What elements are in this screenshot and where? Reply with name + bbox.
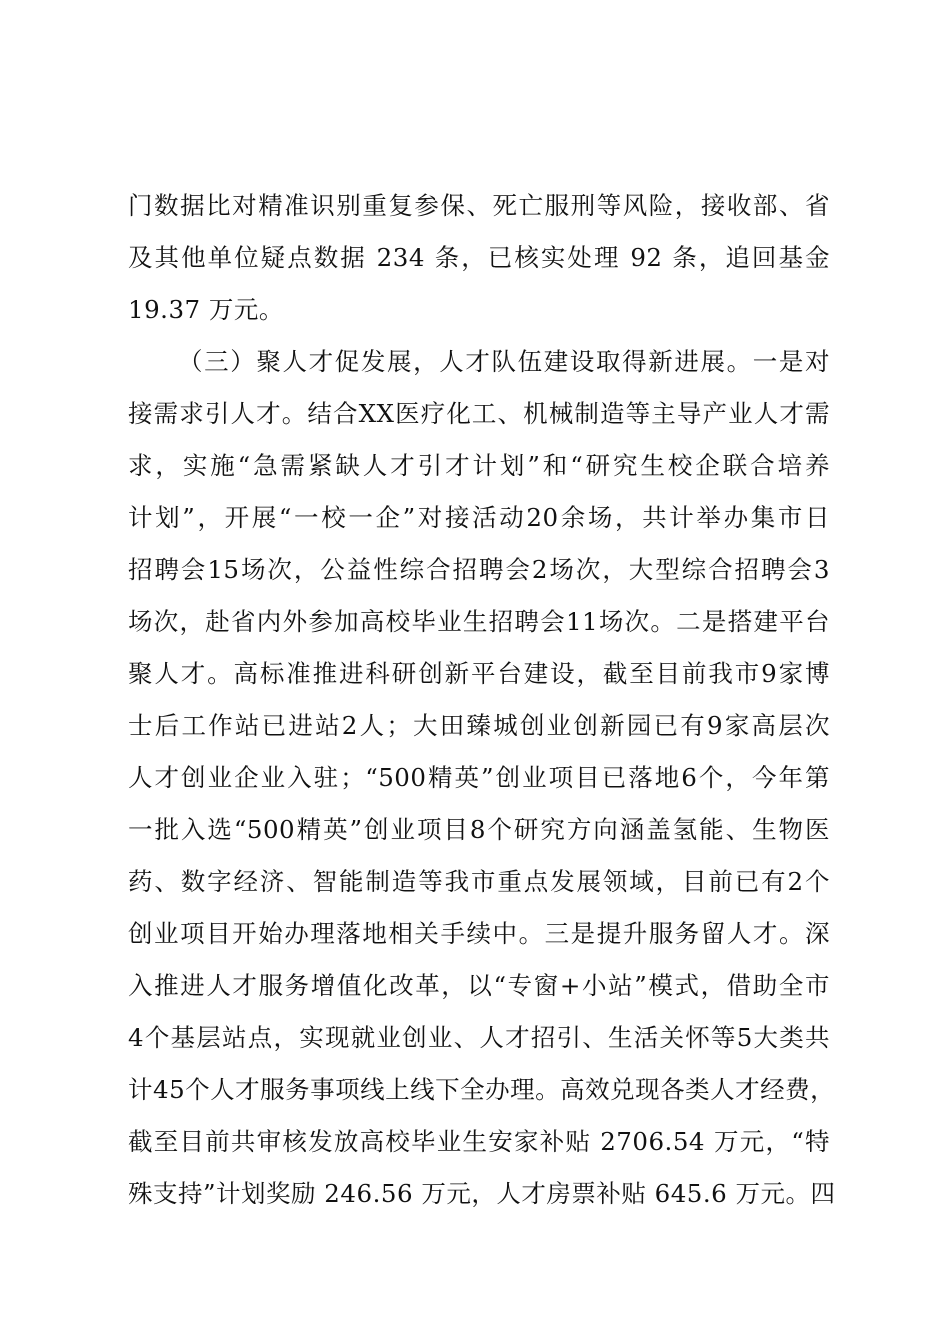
text-line-19: 截至目前共审核发放高校毕业生安家补贴 2706.54 万元，“特 (128, 1127, 830, 1156)
text-line-10: 聚人才。高标准推进科研创新平台建设，截至目前我市9家博 (128, 659, 830, 688)
text-line-15: 创业项目开始办理落地相关手续中。三是提升服务留人才。深 (128, 919, 830, 948)
text-line-3: 19.37 万元。 (128, 295, 284, 324)
text-line-12: 人才创业企业入驻；“500精英”创业项目已落地6个，今年第 (128, 763, 830, 792)
text-line-11: 士后工作站已进站2人；大田臻城创业创新园已有9家高层次 (128, 711, 830, 740)
text-line-16: 入推进人才服务增值化改革，以“专窗+小站”模式，借助全市 (128, 971, 830, 1000)
text-line-7: 计划”，开展“一校一企”对接活动20余场，共计举办集市日 (128, 503, 830, 532)
text-line-8: 招聘会15场次，公益性综合招聘会2场次，大型综合招聘会3 (128, 555, 830, 584)
text-line-14: 药、数字经济、智能制造等我市重点发展领域，目前已有2个 (128, 867, 830, 896)
text-line-20: 殊支持”计划奖励 246.56 万元，人才房票补贴 645.6 万元。四 (128, 1179, 836, 1208)
text-line-2: 及其他单位疑点数据 234 条，已核实处理 92 条，追回基金 (128, 243, 830, 272)
text-line-9: 场次，赴省内外参加高校毕业生招聘会11场次。二是搭建平台 (128, 607, 830, 636)
text-line-5: 接需求引人才。结合XX医疗化工、机械制造等主导产业人才需 (128, 399, 830, 428)
text-line-6: 求，实施“急需紧缺人才引才计划”和“研究生校企联合培养 (128, 451, 830, 480)
section-heading-line: （三）聚人才促发展，人才队伍建设取得新进展。一是对 (178, 347, 830, 376)
text-line-1: 门数据比对精准识别重复参保、死亡服刑等风险，接收部、省 (128, 191, 830, 220)
text-line-17: 4个基层站点，实现就业创业、人才招引、生活关怀等5大类共 (128, 1023, 830, 1052)
text-line-13: 一批入选“500精英”创业项目8个研究方向涵盖氢能、生物医 (128, 815, 830, 844)
text-line-18: 计45个人才服务事项线上线下全办理。高效兑现各类人才经费， (128, 1075, 836, 1104)
